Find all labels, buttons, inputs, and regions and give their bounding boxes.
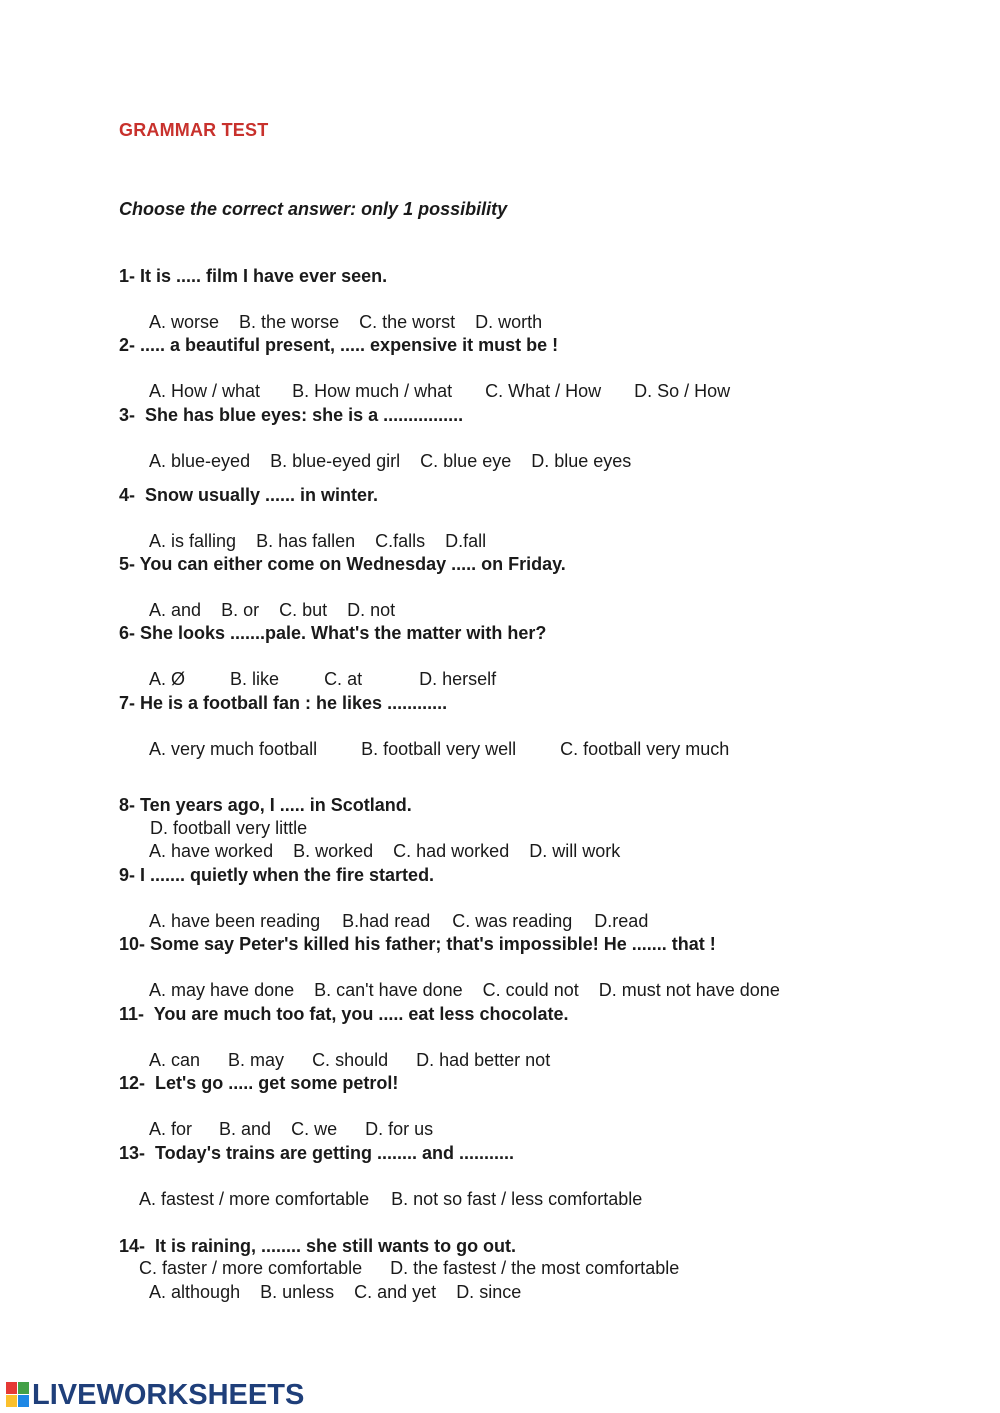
- liveworksheets-badge-icon: [6, 1382, 30, 1408]
- options: [119, 1258, 979, 1327]
- option-c[interactable]: C. was reading: [452, 911, 573, 931]
- question-stem: 7- He is a football fan : he likes ............: [119, 693, 448, 713]
- option-d[interactable]: D. football very little: [150, 818, 308, 838]
- question-stem: 10- Some say Peter's killed his father; that's impossible! He ....... that !: [119, 934, 716, 954]
- option-b[interactable]: B. football very well: [361, 739, 517, 759]
- option-b[interactable]: B. like: [230, 669, 280, 689]
- option-d[interactable]: D. for us: [365, 1119, 434, 1139]
- question-stem: 6- She looks .......pale. What's the matter with her?: [119, 623, 547, 643]
- option-a[interactable]: A. How / what: [149, 381, 261, 401]
- instruction: Choose the correct answer: only 1 possibility: [119, 199, 508, 219]
- option-b[interactable]: B. not so fast / less comfortable: [391, 1189, 643, 1209]
- question-stem: 14- It is raining, ........ she still wants to go out.: [119, 1236, 517, 1256]
- question-stem: 3- She has blue eyes: she is a ................: [119, 405, 464, 425]
- option-b[interactable]: B. worked: [293, 841, 374, 861]
- option-a[interactable]: A. Ø: [149, 669, 186, 689]
- option-a[interactable]: A. for: [149, 1119, 193, 1139]
- option-b[interactable]: B. and: [219, 1119, 272, 1139]
- question-stem: 1- It is ..... film I have ever seen.: [119, 266, 388, 286]
- option-c[interactable]: C. football very much: [560, 739, 730, 759]
- option-c[interactable]: C. blue eye: [420, 451, 512, 471]
- option-a[interactable]: A. worse: [149, 312, 220, 332]
- option-d[interactable]: D. herself: [419, 669, 497, 689]
- option-c[interactable]: C. could not: [482, 980, 579, 1000]
- question-stem: 9- I ....... quietly when the fire started.: [119, 865, 435, 885]
- option-b[interactable]: B. or: [221, 600, 260, 620]
- option-b[interactable]: B.had read: [342, 911, 431, 931]
- option-a[interactable]: A. although: [149, 1282, 241, 1302]
- option-a[interactable]: A. is falling: [149, 531, 237, 551]
- option-d[interactable]: D. not: [347, 600, 396, 620]
- option-d[interactable]: D. had better not: [416, 1050, 551, 1070]
- option-a[interactable]: A. very much football: [149, 739, 318, 759]
- option-d[interactable]: D. blue eyes: [531, 451, 632, 471]
- option-b[interactable]: B. blue-eyed girl: [270, 451, 401, 471]
- option-d[interactable]: D. So / How: [634, 381, 731, 401]
- option-c[interactable]: C. but: [279, 600, 328, 620]
- option-c[interactable]: C. the worst: [359, 312, 456, 332]
- option-a[interactable]: A. have worked: [149, 841, 274, 861]
- option-b[interactable]: B. unless: [260, 1282, 335, 1302]
- option-a[interactable]: A. blue-eyed: [149, 451, 251, 471]
- question-stem: 2- ..... a beautiful present, ..... expensive it must be !: [119, 335, 559, 355]
- option-a[interactable]: A. fastest / more comfortable: [139, 1189, 370, 1209]
- question-3: [119, 404, 979, 496]
- option-b[interactable]: B. can't have done: [314, 980, 463, 1000]
- option-d[interactable]: D.read: [594, 911, 649, 931]
- page-title: GRAMMAR TEST: [119, 120, 269, 140]
- option-c[interactable]: C. and yet: [354, 1282, 437, 1302]
- option-d[interactable]: D.fall: [445, 531, 487, 551]
- option-b[interactable]: B. How much / what: [292, 381, 453, 401]
- question-stem: 8- Ten years ago, I ..... in Scotland.: [119, 795, 412, 815]
- options: [119, 1165, 979, 1234]
- option-c[interactable]: C. What / How: [485, 381, 602, 401]
- option-c[interactable]: C. we: [291, 1119, 338, 1139]
- option-c[interactable]: C.falls: [375, 531, 426, 551]
- liveworksheets-logo[interactable]: [6, 1380, 304, 1410]
- question-stem: 13- Today's trains are getting ........ and ...........: [119, 1143, 515, 1163]
- option-b[interactable]: B. the worse: [239, 312, 340, 332]
- option-d[interactable]: D. the fastest / the most comfortable: [390, 1258, 680, 1278]
- option-a[interactable]: A. may have done: [149, 980, 295, 1000]
- question-stem: 5- You can either come on Wednesday ..... on Friday.: [119, 554, 566, 574]
- question-stem: 12- Let's go ..... get some petrol!: [119, 1073, 399, 1093]
- option-c[interactable]: C. should: [312, 1050, 389, 1070]
- option-a[interactable]: A. can: [149, 1050, 201, 1070]
- option-c[interactable]: C. had worked: [393, 841, 510, 861]
- logo-text: LIVEWORKSHEETS: [32, 1378, 305, 1411]
- option-d[interactable]: D. since: [456, 1282, 522, 1302]
- question-14: [119, 1235, 979, 1327]
- option-c[interactable]: C. at: [324, 669, 363, 689]
- option-b[interactable]: B. has fallen: [256, 531, 356, 551]
- option-a[interactable]: A. and: [149, 600, 202, 620]
- options: [119, 715, 979, 784]
- option-d[interactable]: D. worth: [475, 312, 543, 332]
- option-c[interactable]: C. faster / more comfortable: [139, 1258, 363, 1278]
- question-stem: 11- You are much too fat, you ..... eat less chocolate.: [119, 1004, 569, 1024]
- option-d[interactable]: D. will work: [529, 841, 621, 861]
- option-b[interactable]: B. may: [228, 1050, 285, 1070]
- question-stem: 4- Snow usually ...... in winter.: [119, 485, 379, 505]
- option-d[interactable]: D. must not have done: [598, 980, 780, 1000]
- option-a[interactable]: A. have been reading: [149, 911, 321, 931]
